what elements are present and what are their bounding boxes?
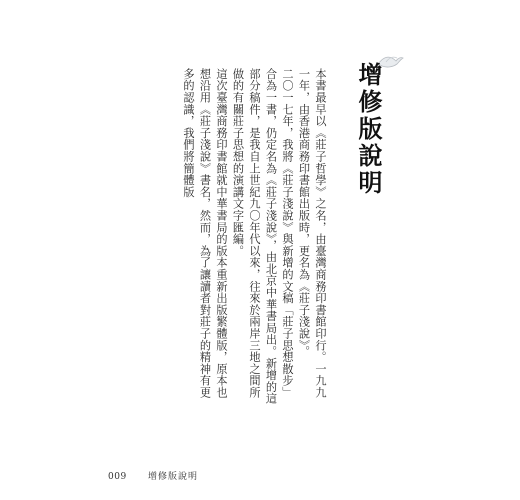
- page-number: 009: [108, 472, 127, 482]
- page-title: 增修版說明: [354, 62, 382, 197]
- body-text: [180, 68, 329, 408]
- paragraph: 二〇一七年，我將《莊子淺說》與新增的文稿「莊子思想散步」合為一書，仍定名為《莊子淺說》，由北京中華書局出。新增的這部分稿件，是我自上世紀九〇年代以來，往來於兩岸三地之間所做的有關莊子思想的演講文字匯編。: [231, 68, 294, 405]
- paragraph: 本書最早以《莊子哲學》之名，由臺灣商務印書館印行。一九九一年，由香港商務印書館出版時，更名為《莊子淺說》。: [297, 68, 327, 399]
- paragraph: 這次臺灣商務印書館就中華書局的版本重新出版繁體版，原本也想沿用《莊子淺說》書名，然而，為了讓讀者對莊子的精神有更多的認識，我們將簡體版: [182, 68, 228, 399]
- running-head: 增修版說明: [148, 472, 199, 482]
